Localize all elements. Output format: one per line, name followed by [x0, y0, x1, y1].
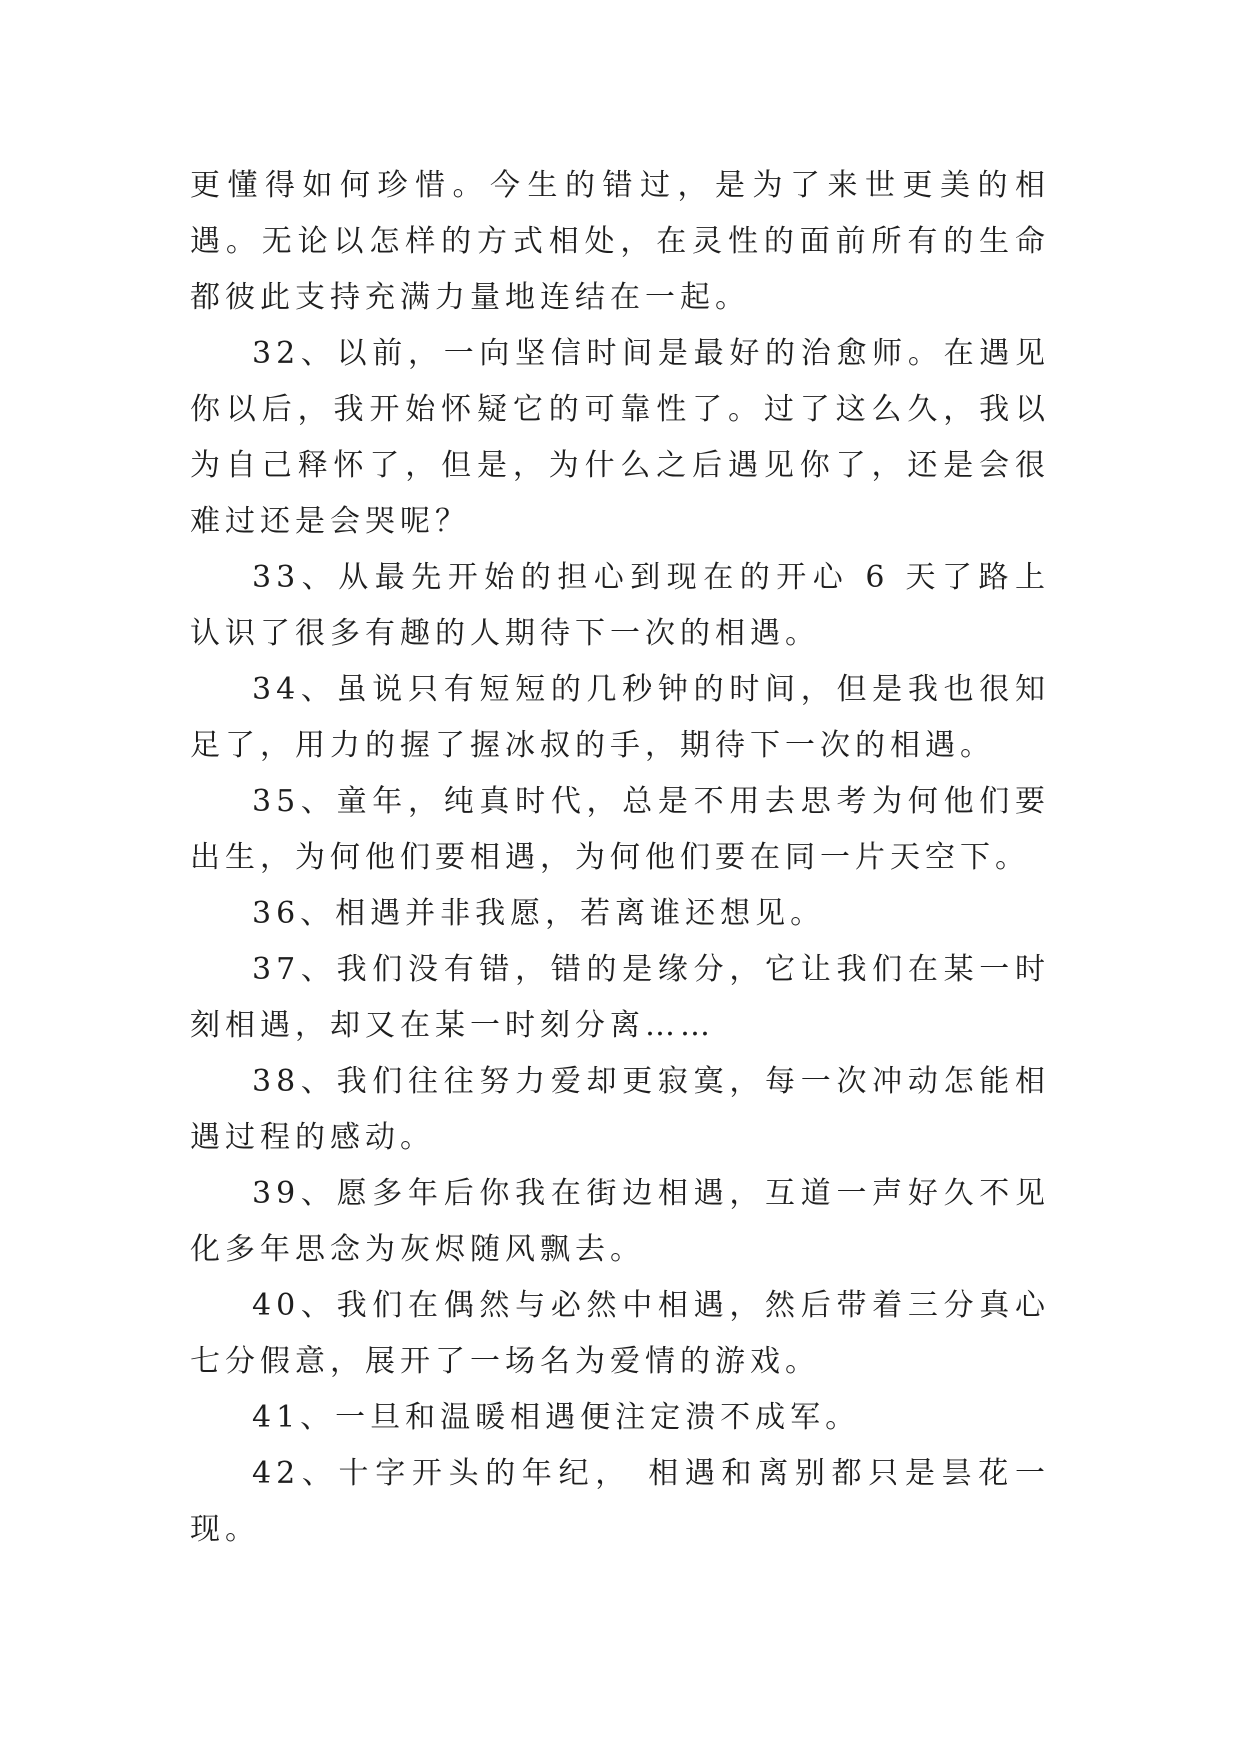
document-body [190, 158, 1050, 1558]
paragraph-38: 38、我们往往努力爱却更寂寞，每一次冲动怎能相遇过程的感动。 [190, 1064, 1050, 1155]
paragraph-35: 35、童年，纯真时代，总是不用去思考为何他们要出生，为何他们要相遇，为何他们要在同一片天空下。 [190, 784, 1050, 875]
paragraph-33: 33、从最先开始的担心到现在的开心 6 天了路上认识了很多有趣的人期待下一次的相遇。 [190, 560, 1050, 651]
paragraph-36: 36、相遇并非我愿，若离谁还想见。 [252, 896, 826, 931]
paragraph-40: 40、我们在偶然与必然中相遇，然后带着三分真心七分假意，展开了一场名为爱情的游戏。 [190, 1288, 1050, 1379]
paragraph-37: 37、我们没有错，错的是缘分，它让我们在某一时刻相遇，却又在某一时刻分离…… [190, 952, 1050, 1043]
paragraph-34: 34、虽说只有短短的几秒钟的时间，但是我也很知足了，用力的握了握冰叔的手，期待下一次的相遇。 [190, 672, 1050, 763]
paragraph-32: 32、以前，一向坚信时间是最好的治愈师。在遇见你以后，我开始怀疑它的可靠性了。过了这么久，我以为自己释怀了，但是，为什么之后遇见你了，还是会很难过还是会哭呢？ [190, 336, 1050, 539]
paragraph-continuation: 更懂得如何珍惜。今生的错过，是为了来世更美的相遇。无论以怎样的方式相处，在灵性的面前所有的生命都彼此支持充满力量地连结在一起。 [190, 168, 1050, 315]
paragraph-42: 42、十字开头的年纪， 相遇和离别都只是昙花一现。 [190, 1456, 1050, 1547]
paragraph-41: 41、一旦和温暖相遇便注定溃不成军。 [252, 1400, 861, 1435]
paragraph-39: 39、愿多年后你我在街边相遇，互道一声好久不见化多年思念为灰烬随风飘去。 [190, 1176, 1050, 1267]
